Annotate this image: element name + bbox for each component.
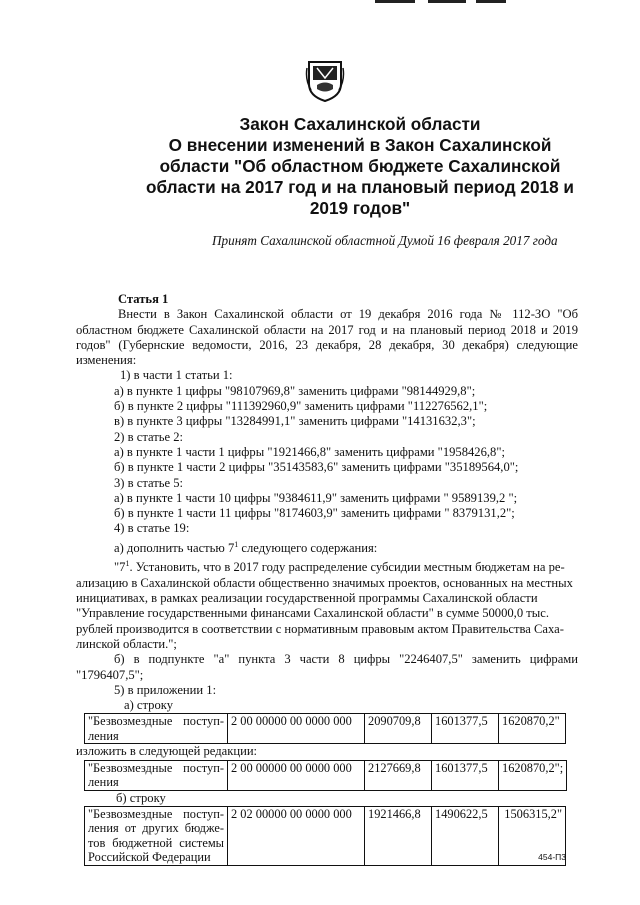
table-row: [85, 760, 567, 790]
quote-line: линской области.";: [76, 636, 177, 651]
add-part-prefix: а) дополнить частью 7: [114, 540, 235, 555]
amendment-item: "1796407,5";: [76, 667, 144, 682]
row-label: б) строку: [116, 790, 166, 805]
amendment-item: 2) в статье 2:: [114, 429, 184, 444]
amendment-item: б) в пункте 1 части 2 цифры "35143583,6" заменить цифрами "35189564,0";: [114, 460, 519, 475]
amendment-item: в) в пункте 3 цифры "13284991,1" заменить цифрами "14131632,3";: [114, 414, 476, 429]
document-code: 454-П3: [538, 852, 566, 862]
scan-mark: [375, 0, 415, 3]
add-part-sup: 1: [234, 539, 239, 549]
document-body: [76, 292, 578, 866]
law-title: [80, 114, 640, 219]
quote-line: "Управление государственными финансами Сахалинской области" в сумме 50000,0 тыс.: [76, 606, 549, 621]
amendment-item: 4) в статье 19:: [114, 521, 190, 536]
intro-line: изменения:: [76, 353, 137, 368]
title-line: 2019 годов": [309, 198, 411, 218]
table-cell-name: [85, 806, 228, 865]
table-cell-value: 1620870,2": [499, 714, 566, 744]
table-row: [85, 806, 566, 865]
table-cell-value: 1601377,5: [432, 714, 499, 744]
table-cell-code: 2 00 00000 00 0000 000: [228, 760, 365, 790]
quote-first-line: [76, 556, 578, 575]
table-cell-name: [85, 714, 228, 744]
quote-line: ализацию в Сахалинской области общественно значимых проектов, основанных на местных: [76, 575, 573, 590]
cell-name-line: "Безвозмездные поступ-: [88, 714, 224, 729]
add-part-line: [76, 537, 578, 556]
table-cell-value: 1490622,5: [432, 806, 499, 865]
amendment-item: а) в пункте 1 части 1 цифры "1921466,8" заменить цифрами "1958426,8";: [114, 444, 505, 459]
scan-mark: [428, 0, 466, 3]
cell-name-line: ления: [88, 775, 119, 790]
table-cell-value: 1620870,2";: [499, 760, 567, 790]
cell-name-line: Российской Федерации: [88, 850, 211, 865]
coat-of-arms-emblem: [305, 58, 345, 102]
add-part-suffix: следующего содержания:: [238, 540, 378, 555]
cell-name-line: ления от других бюдже-: [88, 821, 224, 836]
amendment-item: 1) в части 1 статьи 1:: [120, 368, 233, 383]
table-cell-value: 1506315,2": [499, 806, 566, 865]
amendment-item: б) в пункте 1 части 11 цифры "8174603,9" заменить цифрами " 8379131,2";: [114, 506, 515, 521]
table-cell-value: 2090709,8: [365, 714, 432, 744]
quote-sup: 1: [125, 559, 130, 569]
adoption-note: Принят Сахалинской областной Думой 16 февраля 2017 года: [212, 233, 558, 248]
title-line: области на 2017 год и на плановый период 2018 и: [145, 177, 575, 197]
budget-row-table-old: [84, 713, 566, 744]
cell-name-line: "Безвозмездные поступ-: [88, 806, 224, 821]
table-row: [85, 714, 566, 744]
table-cell-value: 2127669,8: [365, 760, 432, 790]
quote-line: инициативах, в рамках реализации государственной программы Сахалинской области: [76, 591, 538, 606]
row-label: изложить в следующей редакции:: [76, 744, 258, 759]
budget-row-table-new: [84, 760, 567, 791]
table-cell-value: 1601377,5: [432, 760, 499, 790]
amendment-item: а) в пункте 1 части 10 цифры "9384611,9" заменить цифрами " 9589139,2 ";: [114, 490, 518, 505]
intro-line: годов" (Губернские ведомости, 2016, 23 декабря, 28 декабря, 30 декабря) следующие: [76, 337, 578, 352]
quote-rest: . Установить, что в 2017 году распределение субсидии местным бюджетам на ре-: [129, 560, 565, 575]
scan-mark: [476, 0, 506, 3]
amendment-item: б) в пункте 2 цифры "111392960,9" заменить цифрами "112276562,1";: [114, 399, 488, 414]
table-cell-code: 2 00 00000 00 0000 000: [228, 714, 365, 744]
table-cell-value: 1921466,8: [365, 806, 432, 865]
intro-line: Внести в Закон Сахалинской области от 19 декабря 2016 года № 112-ЗО "Об: [118, 307, 578, 322]
table-cell-code: 2 02 00000 00 0000 000: [228, 806, 365, 865]
title-line: О внесении изменений в Закон Сахалинской: [168, 135, 552, 155]
cell-name-line: "Безвозмездные поступ-: [88, 760, 224, 775]
amendment-item: 5) в приложении 1:: [114, 682, 217, 697]
table-cell-name: [85, 760, 228, 790]
amendment-item: б) в подпункте "а" пункта 3 части 8 цифры "2246407,5" заменить цифрами: [114, 652, 578, 667]
amendment-item: 3) в статье 5:: [114, 475, 184, 490]
article-title: Статья 1: [118, 292, 169, 306]
amendment-item: а) в пункте 1 цифры "98107969,8" заменить цифрами "98144929,8";: [114, 383, 476, 398]
cell-name-line: тов бюджетной системы: [88, 835, 224, 850]
quote-prefix: "7: [114, 560, 126, 575]
quote-line: рублей производится в соответствии с нормативным правовым актом Правительства Саха-: [76, 621, 564, 636]
budget-row-table-b: [84, 806, 566, 866]
cell-name-line: ления: [88, 728, 119, 743]
title-line: Закон Сахалинской области: [239, 114, 481, 134]
title-line: области "Об областном бюджете Сахалинской: [159, 156, 561, 176]
row-label: а) строку: [124, 698, 174, 713]
intro-line: областном бюджете Сахалинской области на 2017 год и на плановый период 2018 и 2019: [76, 322, 578, 337]
